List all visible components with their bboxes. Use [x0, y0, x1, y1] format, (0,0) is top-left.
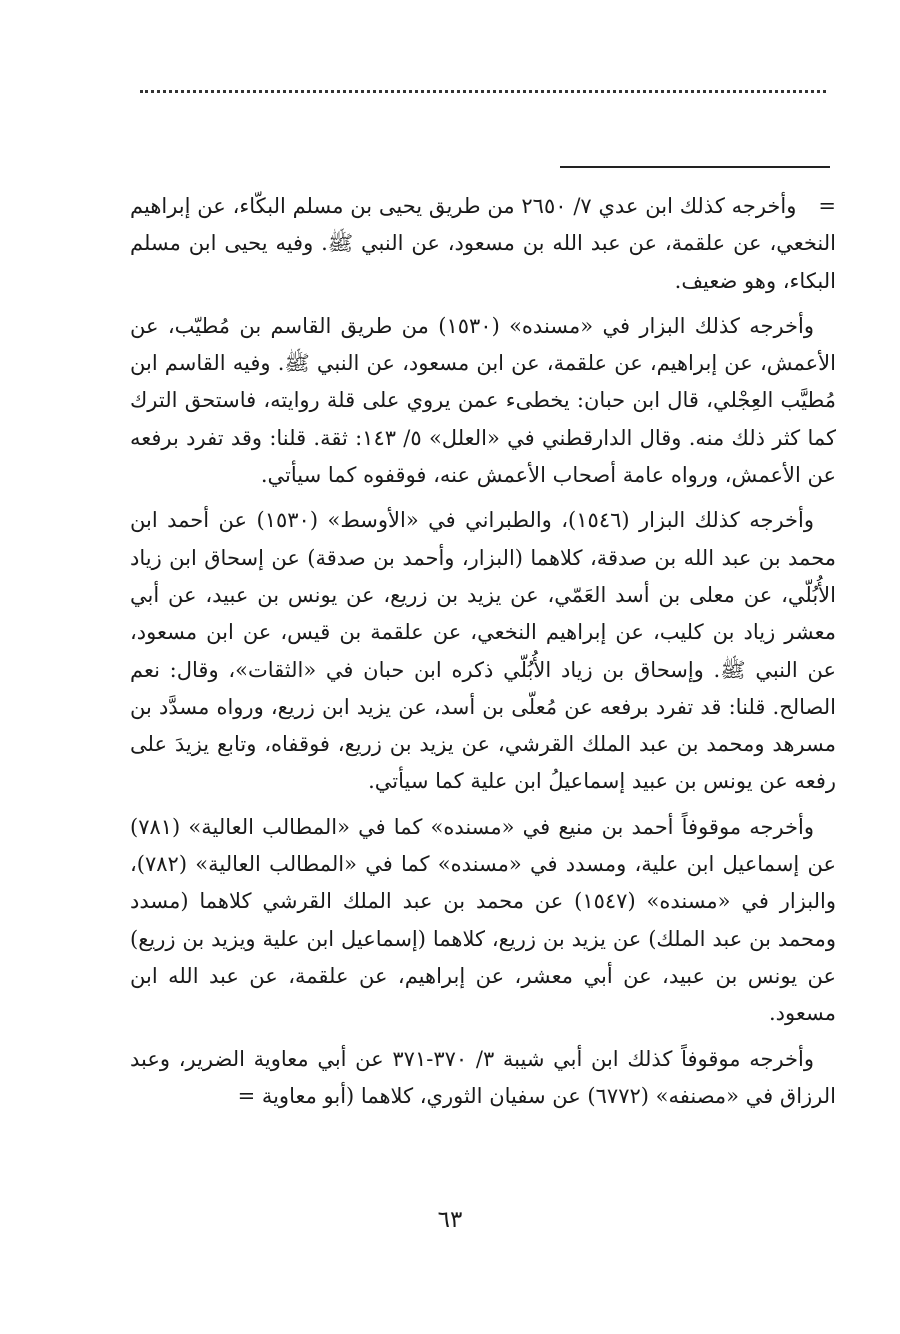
continuation-mark: =: [818, 194, 837, 218]
footnote-paragraph: [130, 188, 836, 300]
paragraph-text: وأخرجه كذلك ابن عدي ٧/ ٢٦٥٠ من طريق يحيى بن مسلم البكّاء، عن إبراهيم النخعي، عن علقمة، عن عبد الله بن مسعود، عن النبي ﷺ. وفيه يحيى ابن مسلم البكاء، وهو ضعيف.: [130, 194, 836, 293]
footnote-text-block: [130, 188, 836, 1123]
footnote-paragraph: وأخرجه كذلك البزار (١٥٤٦)، والطبراني في «الأوسط» (١٥٣٠) عن أحمد ابن محمد بن عبد الله بن صدقة، كلاهما (البزار، وأحمد بن صدقة) عن إسحاق ابن زياد الأُبُلّي، عن معلى بن أسد العَمّي، عن يزيد بن زريع، عن يونس بن عبيد، عن أبي معشر زياد بن كليب، عن إبراهيم النخعي، عن علقمة بن قيس، عن ابن مسعود، عن النبي ﷺ. وإسحاق بن زياد الأُبُلّي ذكره ابن حبان في «الثقات»، وقال: نعم الصالح. قلنا: قد تفرد برفعه عن مُعلّى بن أسد، عن يزيد ابن زريع، ورواه مسدَّد بن مسرهد ومحمد بن عبد الملك القرشي، عن يزيد بن زريع، فوقفاه، وتابع يزيدَ على رفعه عن يونس بن عبيد إسماعيلُ ابن علية كما سيأتي.: [130, 508, 836, 794]
footnote-paragraph: وأخرجه موقوفاً أحمد بن منيع في «مسنده» كما في «المطالب العالية» (٧٨١) عن إسماعيل ابن علية، ومسدد في «مسنده» كما في «المطالب العالية» (٧٨٢)، والبزار في «مسنده» (١٥٤٧) عن محمد بن عبد الملك القرشي كلاهما (مسدد ومحمد بن عبد الملك) عن يزيد بن زريع، كلاهما (إسماعيل ابن علية ويزيد بن زريع) عن يونس بن عبيد، عن أبي معشر، عن إبراهيم، عن علقمة، عن عبد الله ابن مسعود.: [130, 814, 837, 1026]
footnote-separator-rule: [560, 166, 830, 168]
footnote-paragraph: وأخرجه كذلك البزار في «مسنده» (١٥٣٠) من طريق القاسم بن مُطيّب، عن الأعمش، عن إبراهيم، عن علقمة، عن ابن مسعود، عن النبي ﷺ. وفيه القاسم ابن مُطيَّب العِجْلي، قال ابن حبان: يخطىء عمن يروي على قلة روايته، فاستحق الترك كما كثر ذلك منه. وقال الدارقطني في «العلل» ٥/ ١٤٣: ثقة. قلنا: وقد تفرد برفعه عن الأعمش، ورواه عامة أصحاب الأعمش عنه، فوقفوه كما سيأتي.: [130, 313, 836, 488]
page-number: ٦٣: [437, 1207, 463, 1233]
header-dotted-rule: [140, 90, 826, 93]
footnote-paragraph: وأخرجه موقوفاً كذلك ابن أبي شيبة ٣/ ٣٧٠-٣٧١ عن أبي معاوية الضرير، وعبد الرزاق في «مصنفه» (٦٧٧٢) عن سفيان الثوري، كلاهما (أبو معاوية =: [130, 1046, 836, 1108]
